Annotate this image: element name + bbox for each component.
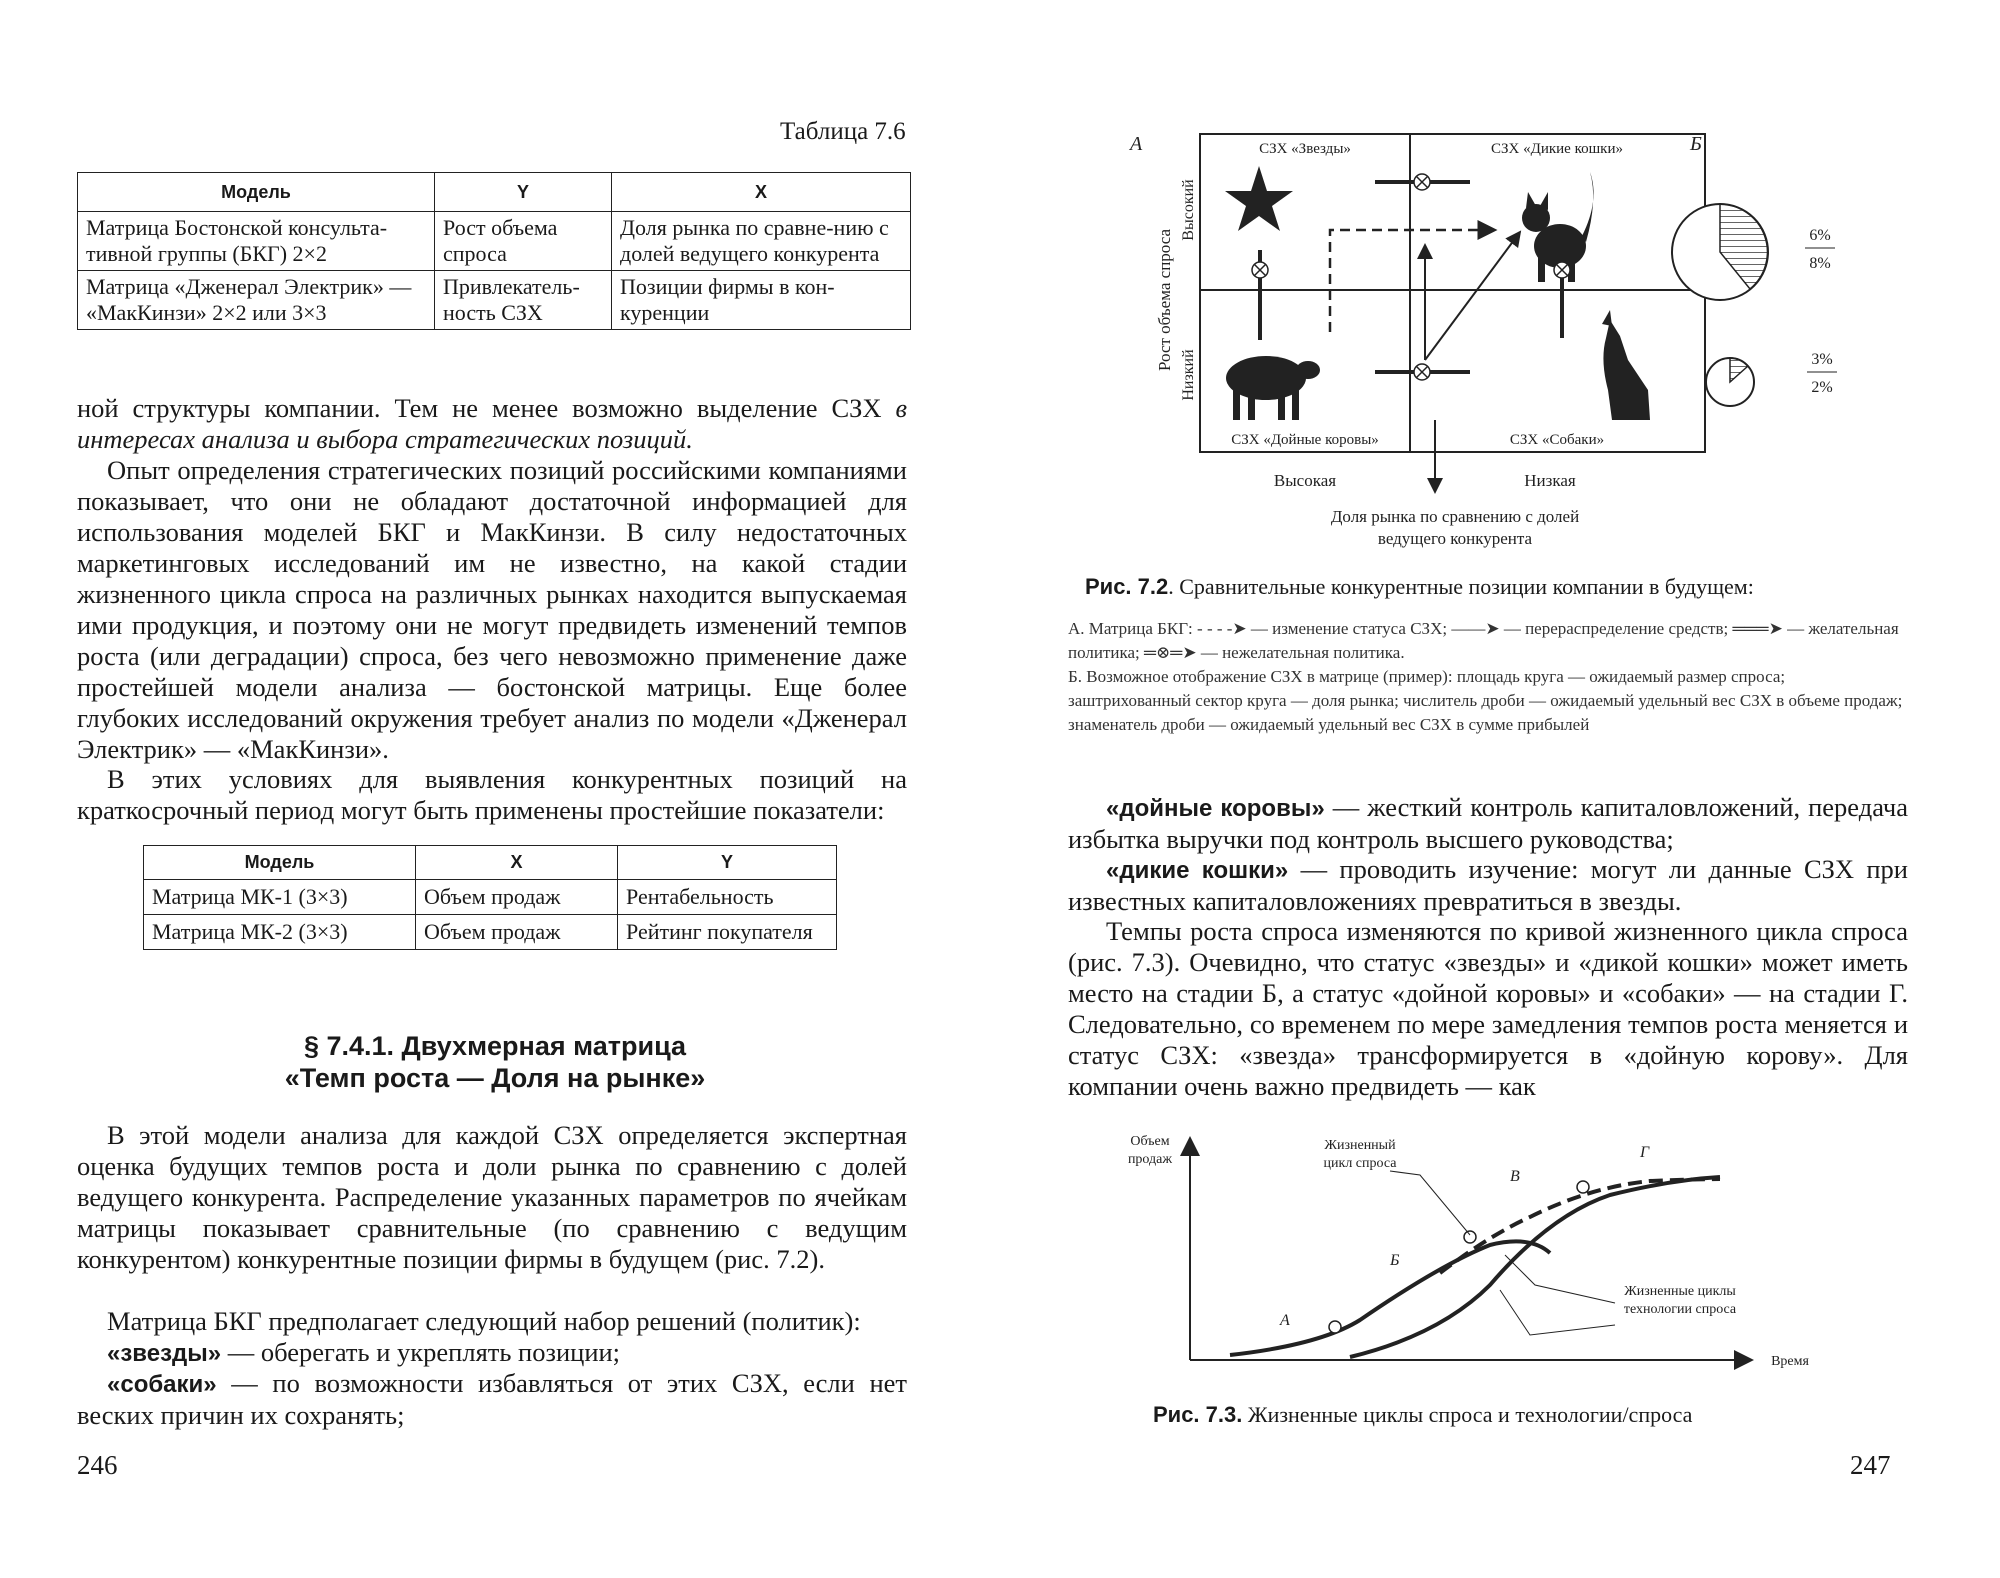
undesirable-arrow-bottom <box>1375 364 1470 380</box>
section-heading-line-1: § 7.4.1. Двухмерная матрица <box>303 1031 687 1061</box>
pie-chart-large <box>1672 204 1768 300</box>
figure-7-3-caption <box>1153 1402 1692 1428</box>
table-cell: Матрица МК-2 (3×3) <box>144 915 416 950</box>
right-paragraph-2 <box>1068 854 1908 917</box>
y-axis-label-line-2: продаж <box>1127 1152 1173 1167</box>
pie1-numerator: 6% <box>1809 227 1831 244</box>
figure-7-2-caption-text: . Сравнительные конкурентные позиции компании в будущем: <box>1168 574 1754 599</box>
figure-7-3 <box>1110 1125 1870 1375</box>
list-item-dogs-bold: «собаки» <box>107 1371 217 1398</box>
table-row <box>144 880 837 915</box>
table-cell: Матрица «Дженерал Электрик» — «МакКинзи» 2×2 или 3×3 <box>78 271 435 330</box>
paragraph-3: В этих условиях для выявления конкурентных позиций на краткосрочный период могут быть применены простейшие показатели: <box>77 764 907 825</box>
paragraph-1-italic: в интересах анализа и выбора стратегических позиций. <box>77 393 907 454</box>
table-cell: Объем продаж <box>416 880 618 915</box>
page-number: 246 <box>77 1450 118 1480</box>
section-heading-line-2: «Темп роста — Доля на рынке» <box>284 1063 706 1093</box>
fig72-label-b: Б <box>1690 133 1702 155</box>
figure-7-2-legend <box>1068 617 1908 737</box>
fig72-label-a: А <box>1130 133 1143 155</box>
undesirable-arrow-top <box>1375 174 1470 190</box>
stage-label-v: В <box>1510 1168 1520 1185</box>
right-page <box>1000 0 2000 1578</box>
pie-chart-small <box>1706 358 1754 406</box>
models-table-2 <box>143 845 837 950</box>
demand-cycle-leader <box>1390 1171 1470 1235</box>
table-header-cell: Y <box>618 846 837 880</box>
x-axis-title-line-2: ведущего конкурента <box>1377 529 1533 548</box>
table-header-cell: Модель <box>78 173 435 212</box>
tech-cycles-leader-1 <box>1505 1255 1615 1303</box>
tech-cycles-label-line-2: технологии спроса <box>1623 1302 1737 1317</box>
list-item-stars-bold: «звезды» <box>107 1340 222 1367</box>
list-item-stars <box>77 1337 907 1369</box>
stage-label-b: Б <box>1390 1252 1400 1269</box>
page-number: 247 <box>1850 1450 1891 1480</box>
legend-a: А. Матрица БКГ: - - - -➤ — изменение статуса СЗХ; ——➤ — перераспределение средств; ═══➤ — желательная политика; ═⊗═➤ — нежелательная политика. <box>1068 619 1899 662</box>
table-cell: Доля рынка по сравне-нию с долей ведущего конкурента <box>612 212 911 271</box>
table-cell: Привлекатель-ность СЗХ <box>435 271 612 330</box>
list-item-dogs <box>77 1368 907 1431</box>
x-axis-title-line-1: Доля рынка по сравнению с долей <box>1330 507 1580 526</box>
table-cell: Позиции фирмы в кон-куренции <box>612 271 911 330</box>
cell-dogs-label: СЗХ «Собаки» <box>1509 432 1605 448</box>
table-row <box>78 212 911 271</box>
table-row <box>78 271 911 330</box>
y-axis-high: Высокий <box>1180 179 1197 241</box>
cell-wildcats-label: СЗХ «Дикие кошки» <box>1491 141 1623 157</box>
figure-7-3-caption-text: Жизненные циклы спроса и технологии/спроса <box>1242 1402 1693 1427</box>
demand-cycle-label-line-2: цикл спроса <box>1323 1156 1397 1171</box>
demand-cycle-curve <box>1440 1179 1720 1273</box>
pie1-denominator: 8% <box>1809 255 1831 272</box>
star-icon <box>1225 166 1293 231</box>
stage-point-b <box>1464 1231 1476 1243</box>
paragraph-4: В этой модели анализа для каждой СЗХ определяется экспертная оценка будущих темпов роста и доли рынка по сравнению с долей ведущего конкурента. Распределение указанных параметров по ячейкам матрицы показывает сравнительные (по сравнению с ведущим конкурентом) конкурентные позиции фирмы в будущем (рис. 7.2). <box>77 1120 907 1274</box>
table-row <box>144 915 837 950</box>
figure-7-2-caption <box>1085 574 1754 600</box>
y-axis-title: Рост объема спроса <box>1155 228 1174 372</box>
table-cell: Рейтинг покупателя <box>618 915 837 950</box>
stage-point-a <box>1329 1321 1341 1333</box>
table-header-cell: X <box>416 846 618 880</box>
table-header-cell: X <box>612 173 911 212</box>
table-cell: Матрица Бостонской консульта-тивной группы (БКГ) 2×2 <box>78 212 435 271</box>
stage-label-a: А <box>1280 1312 1290 1329</box>
figure-7-3-caption-bold: Рис. 7.3. <box>1153 1402 1243 1427</box>
cell-stars-label: СЗХ «Звезды» <box>1259 141 1351 157</box>
undesirable-arrow-left <box>1252 250 1268 340</box>
table-cell: Рентабельность <box>618 880 837 915</box>
models-table-1 <box>77 172 911 330</box>
table-caption: Таблица 7.6 <box>780 118 906 145</box>
table-header-row <box>144 846 837 880</box>
y-axis-low: Низкий <box>1180 349 1197 401</box>
paragraph-5: Матрица БКГ предполагает следующий набор решений (политик): <box>107 1306 861 1336</box>
demand-cycle-label-line-1: Жизненный <box>1324 1138 1396 1153</box>
tech-cycles-label-line-1: Жизненные циклы <box>1624 1284 1736 1299</box>
stage-label-g: Г <box>1640 1144 1650 1161</box>
section-heading <box>200 1030 790 1094</box>
x-axis-low: Низкая <box>1524 471 1576 490</box>
table-cell: Объем продаж <box>416 915 618 950</box>
pie2-numerator: 3% <box>1811 351 1833 368</box>
technology-curve-2 <box>1350 1177 1720 1357</box>
table-cell: Рост объема спроса <box>435 212 612 271</box>
tech-cycles-leader-2 <box>1500 1290 1615 1335</box>
list-item-stars-text: — оберегать и укреплять позиции; <box>221 1337 621 1367</box>
paragraph-1 <box>77 393 907 455</box>
stage-point-v <box>1577 1181 1589 1193</box>
redistribution-arrow <box>1425 232 1520 360</box>
right-paragraph-2-text: — проводить изучение: могут ли данные СЗХ при известных капиталовложениях превратиться в звезды. <box>1068 854 1908 916</box>
x-axis-high: Высокая <box>1273 471 1337 490</box>
paragraph-2: Опыт определения стратегических позиций российскими компаниями показывает, что они не обладают достаточной информацией для использования моделей БКГ и МакКинзи. В силу недостаточных маркетинговых исследований им не известно, на какой стадии жизненного цикла спроса на различных рынках находится выпускаемая ими продукция, и поэтому они не могут предвидеть изменений темпов роста (или деградации) спроса, без чего невозможно применение даже простейшей модели анализа — бостонской матрицы. Еще более глубоких исследований окружения требует анализ по модели «Дженерал Электрик» — «МакКинзи». <box>77 455 907 764</box>
paragraph-1-text: ной структуры компании. Тем не менее возможно выделение СЗХ <box>77 393 896 423</box>
right-paragraph-1-bold: «дойные коровы» <box>1106 795 1325 822</box>
status-change-arrow <box>1330 230 1495 332</box>
right-paragraph-1 <box>1068 792 1908 855</box>
right-paragraph-2-bold: «дикие кошки» <box>1106 857 1289 884</box>
table-header-cell: Y <box>435 173 612 212</box>
cow-icon <box>1226 356 1320 420</box>
x-axis-label: Время <box>1771 1354 1809 1369</box>
right-paragraph-3: Темпы роста спроса изменяются по кривой жизненного цикла спроса (рис. 7.3). Очевидно, что статус «звезды» и «дикой кошки» может иметь место на стадии Б, а статус «дойной коровы» и «собаки» — на стадии Г. Следовательно, со временем по мере замедления темпов роста меняется и статус СЗХ: «звезда» трансформируется в «дойную корову». Для компании очень важно предвидеть — как <box>1068 916 1908 1101</box>
table-header-row <box>78 173 911 212</box>
list-item-dogs-text: — по возможности избавляться от этих СЗХ, если нет веских причин их сохранять; <box>77 1368 907 1430</box>
right-paragraph-1-text: — жесткий контроль капиталовложений, передача избытка выручки под контроль высшего руководства; <box>1068 792 1908 854</box>
table-cell: Матрица МК-1 (3×3) <box>144 880 416 915</box>
dog-icon <box>1602 310 1650 420</box>
figure-7-2 <box>1100 120 1880 560</box>
table-header-cell: Модель <box>144 846 416 880</box>
figure-7-2-caption-bold: Рис. 7.2 <box>1085 574 1169 599</box>
cell-cows-label: СЗХ «Дойные коровы» <box>1231 432 1379 448</box>
pie2-denominator: 2% <box>1811 379 1833 396</box>
y-axis-label-line-1: Объем <box>1130 1134 1170 1149</box>
legend-b: Б. Возможное отображение СЗХ в матрице (пример): площадь круга — ожидаемый размер спроса; заштрихованный сектор круга — доля рынка; числитель дроби — ожидаемый удельный вес СЗХ в объеме продаж; знаменатель дроби — ожидаемый удельный вес СЗХ в сумме прибылей <box>1068 667 1903 734</box>
